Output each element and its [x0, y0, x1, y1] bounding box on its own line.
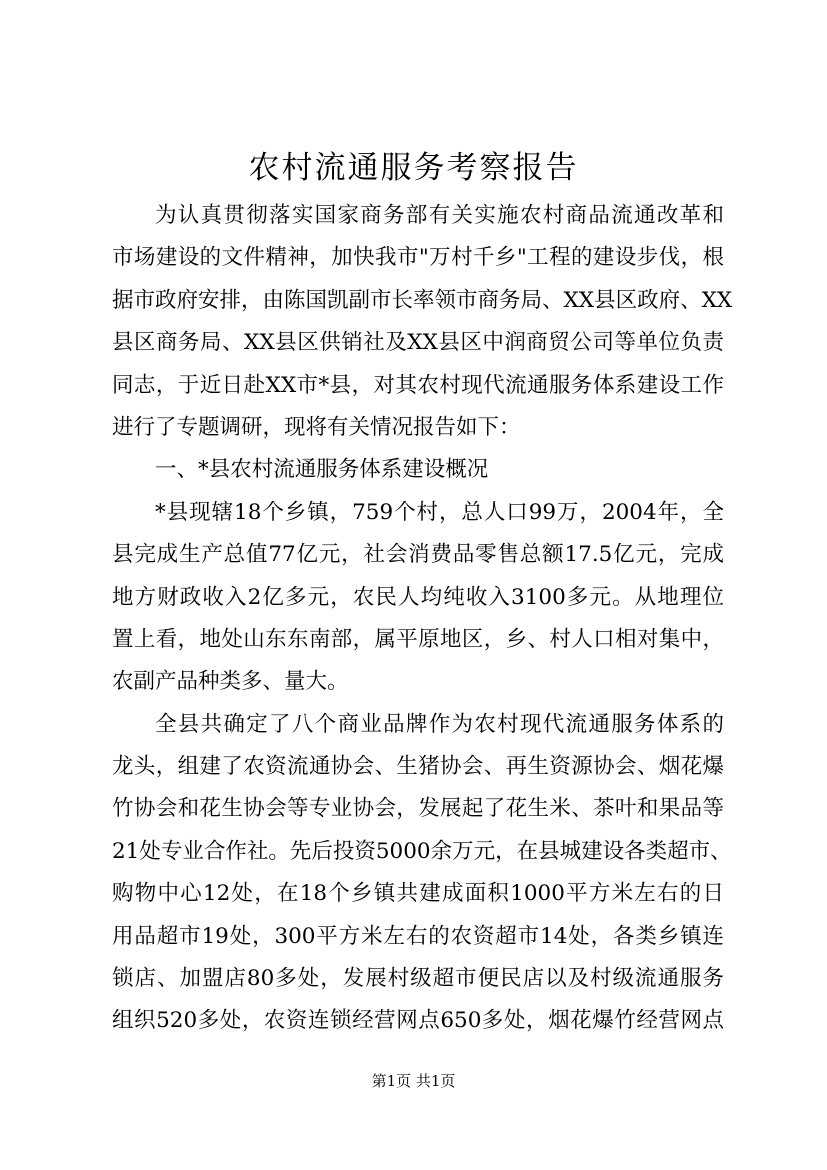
- text-line: 全县共确定了八个商业品牌作为农村现代流通服务体系的: [155, 711, 724, 737]
- text-line: 地方财政收入2亿多元，农民人均纯收入3100多元。从地理位: [112, 584, 724, 610]
- text-line: 县区商务局、XX县区供销社及XX县区中润商贸公司等单位负责: [112, 330, 724, 356]
- text-line: 置上看，地处山东东南部，属平原地区，乡、村人口相对集中，: [112, 626, 724, 652]
- text-line: 市场建设的文件精神，加快我市"万村千乡"工程的建设步伐，根: [112, 245, 724, 271]
- text-line: 龙头，组建了农资流通协会、生猪协会、再生资源协会、烟花爆: [112, 754, 724, 780]
- document-body: [112, 195, 733, 1043]
- text-line: 用品超市19处，300平方米左右的农资超市14处，各类乡镇连: [112, 923, 724, 949]
- text-line: 进行了专题调研，现将有关情况报告如下：: [112, 414, 521, 440]
- text-line: 锁店、加盟店80多处，发展村级超市便民店以及村级流通服务: [112, 966, 724, 992]
- text-line: 一、*县农村流通服务体系建设概况: [155, 457, 489, 483]
- document-title: 农村流通服务考察报告: [248, 150, 579, 186]
- text-line: 农副产品种类多、量大。: [112, 669, 349, 695]
- text-line: 县完成生产总值77亿元，社会消费品零售总额17.5亿元，完成: [112, 542, 724, 568]
- text-line: 为认真贯彻落实国家商务部有关实施农村商品流通改革和: [155, 203, 724, 228]
- text-line: 购物中心12处，在18个乡镇共建成面积1000平方米左右的日: [112, 881, 724, 907]
- text-line: *县现辖18个乡镇，759个村，总人口99万，2004年，全: [155, 499, 724, 525]
- text-line: 据市政府安排，由陈国凯副市长率领市商务局、XX县区政府、XX: [112, 287, 733, 313]
- text-line: 同志，于近日赴XX市*县，对其农村现代流通服务体系建设工作: [112, 372, 724, 398]
- text-line: 21处专业合作社。先后投资5000余万元，在县城建设各类超市、: [112, 838, 732, 864]
- page-footer: 第1页 共1页: [371, 1072, 456, 1090]
- text-line: 组织520多处，农资连锁经营网点650多处，烟花爆竹经营网点: [112, 1008, 724, 1034]
- text-line: 竹协会和花生协会等专业协会，发展起了花生米、茶叶和果品等: [112, 796, 724, 822]
